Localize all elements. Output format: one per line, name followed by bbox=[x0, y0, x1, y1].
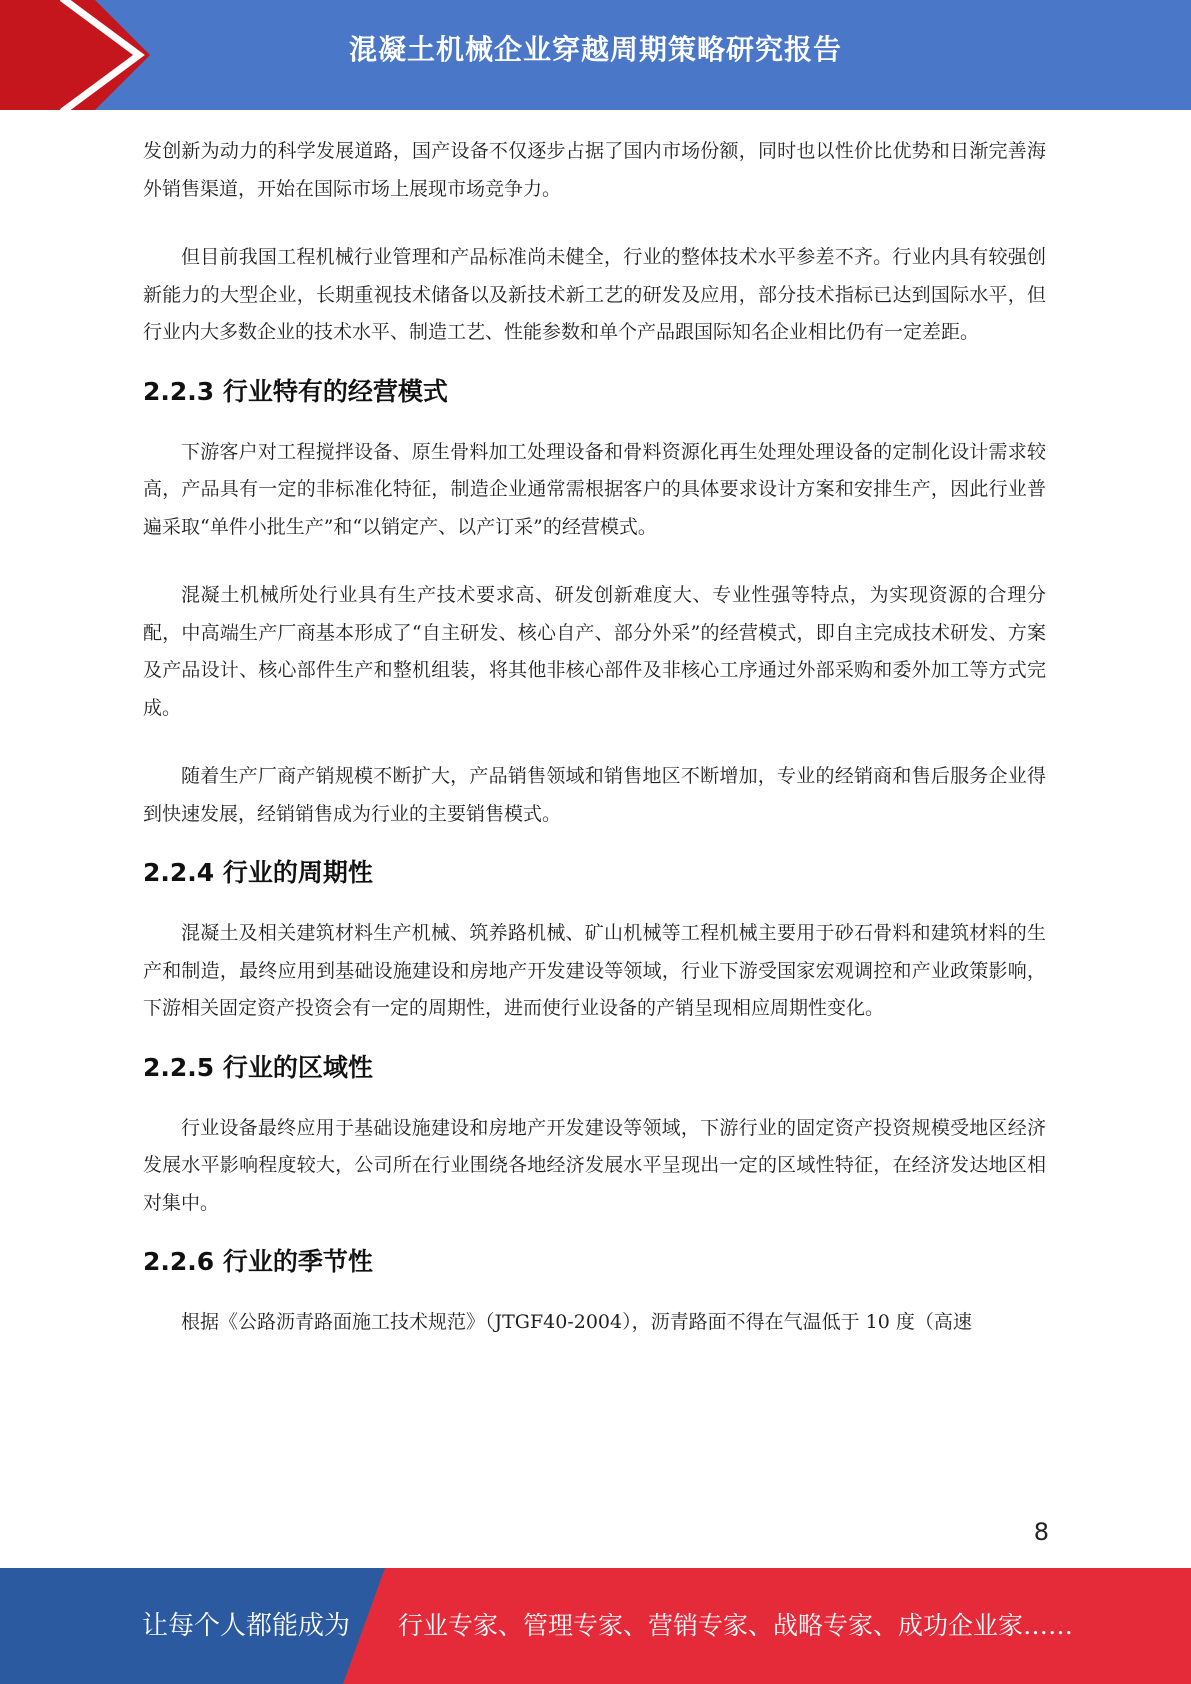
footer-slogan-right: 行业专家、管理专家、营销专家、战略专家、成功企业家…… bbox=[398, 1611, 1074, 1640]
document-title: 混凝土机械企业穿越周期策略研究报告 bbox=[348, 33, 842, 66]
paragraph: 混凝土及相关建筑材料生产机械、筑养路机械、矿山机械等工程机械主要用于砂石骨料和建筑材料的生产和制造，最终应用到基础设施建设和房地产开发建设等领域，行业下游受国家宏观调控和产业政策影响，下游相关固定资产投资会有一定的周期性，进而使行业设备的产销呈现相应周期性变化。 bbox=[143, 922, 1046, 1019]
footer-slogan-left: 让每个人都能成为 bbox=[142, 1611, 351, 1641]
paragraph: 下游客户对工程搅拌设备、原生骨料加工处理设备和骨料资源化再生处理处理设备的定制化设计需求较高，产品具有一定的非标准化特征，制造企业通常需根据客户的具体要求设计方案和安排生产，因此行业普遍采取“单件小批生产”和“以销定产、以产订采”的经营模式。 bbox=[143, 440, 1046, 538]
paragraph: 行业设备最终应用于基础设施建设和房地产开发建设等领域，下游行业的固定资产投资规模受地区经济发展水平影响程度较大，公司所在行业围绕各地经济发展水平呈现出一定的区域性特征，在经济发达地区相对集中。 bbox=[143, 1116, 1046, 1214]
section-heading-2-2-4: 2.2.4 行业的周期性 bbox=[143, 858, 373, 887]
page-content bbox=[143, 133, 1046, 1342]
section-heading-2-2-5: 2.2.5 行业的区域性 bbox=[143, 1052, 373, 1082]
paragraph: 发创新为动力的科学发展道路，国产设备不仅逐步占据了国内市场份额，同时也以性价比优势和日渐完善海外销售渠道，开始在国际市场上展现市场竞争力。 bbox=[143, 140, 1046, 200]
page-number: 8 bbox=[1033, 1518, 1049, 1546]
paragraph: 但目前我国工程机械行业管理和产品标准尚未健全，行业的整体技术水平参差不齐。行业内具有较强创新能力的大型企业，长期重视技术储备以及新技术新工艺的研发及应用，部分技术指标已达到国际水平，但行业内大多数企业的技术水平、制造工艺、性能参数和单个产品跟国际知名企业相比仍有一定差距。 bbox=[143, 246, 1046, 343]
paragraph: 随着生产厂商产销规模不断扩大，产品销售领域和销售地区不断增加，专业的经销商和售后服务企业得到快速发展，经销销售成为行业的主要销售模式。 bbox=[143, 765, 1046, 825]
section-heading-2-2-3: 2.2.3 行业特有的经营模式 bbox=[143, 376, 448, 406]
footer-banner bbox=[0, 1568, 1191, 1684]
header-banner bbox=[0, 0, 1191, 110]
section-heading-2-2-6: 2.2.6 行业的季节性 bbox=[143, 1247, 373, 1276]
paragraph: 根据《公路沥青路面施工技术规范》（JTGF40-2004），沥青路面不得在气温低于 10 度（高速 bbox=[181, 1311, 972, 1333]
paragraph: 混凝土机械所处行业具有生产技术要求高、研发创新难度大、专业性强等特点，为实现资源的合理分配，中高端生产厂商基本形成了“自主研发、核心自产、部分外采”的经营模式，即自主完成技术研发、方案及产品设计、核心部件生产和整机组装，将其他非核心部件及非核心工序通过外部采购和委外加工等方式完成。 bbox=[143, 584, 1046, 719]
